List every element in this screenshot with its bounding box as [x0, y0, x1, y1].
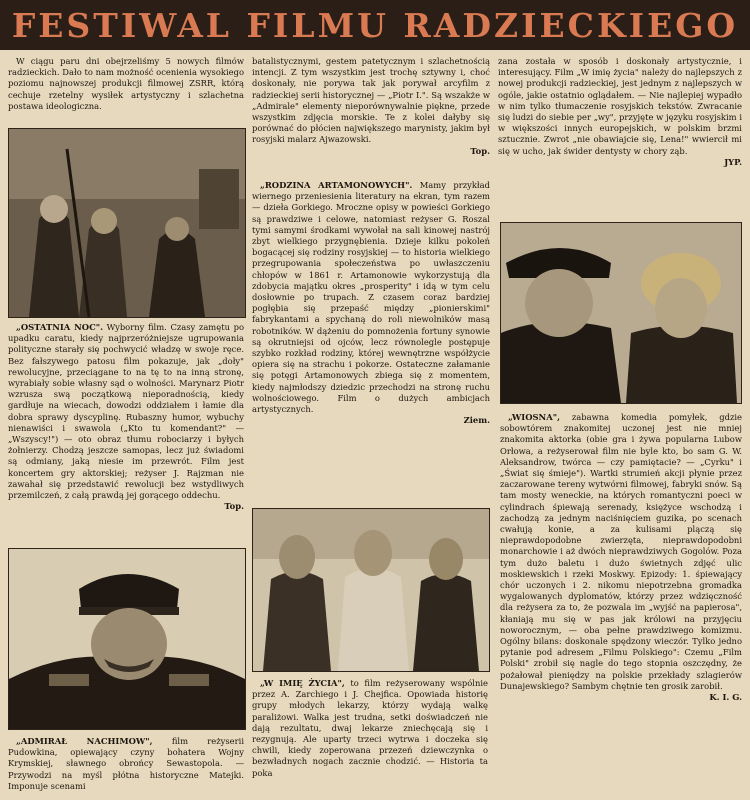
review-body-part-2: batalistycznymi, gestem patetycznym i szlachetnością intencji. Z tym wszystkim jest trochę sztywny i, choć doskonały, nie porywa tak jak porywał arcyfilm z radzieckiej serii historycznej — „Piotr I.". Są wszakże w „Admirale" elementy nieporównywalnie piękne, przede wszystkim zdjęcia morskie. Te z kolei dałyby się porównać do płócien największego marynisty, jakim był rosyjski malarz Ajwazowski. — [252, 56, 490, 145]
review-body: Wyborny film. Czasy zamętu po upadku caratu, kiedy najprzeróżniejsze ugrupowania polityczne starały się pochwycić władzę w swoje ręce. Bez fałszywego patosu film pokazuje, jak „doły" rewolucyjne, przeciągane to na tę to na inną stronę, wyrabiały sobie własny sąd o wolności. Marynarz Piotr wzrusza swą początkową nieporadnością, kiedy gardłuje na wiecach, dowodzi oddziałem i łamie dla dobra sprawy dyscyplinę. Rubaszny humor, wybuchy nienawiści i swawola („Kto tu komendant?" — „Wszyscy!") — oto obraz tłumu robociarzy i byłych żołnierzy. Chodzą jeszcze samopas, lecz już świadomi są odmiany, jaką niesie im przewrót. Film jest koncertem gry aktorskiej; reżyser J. Rajzman nie zawahał się przedstawić rewolucji bez wstydliwych przemilczeń, z całą prawdą jej gorącego oddechu. — [8, 322, 244, 501]
review-w-imie-zycia-continued — [498, 56, 742, 222]
intro-text-block — [8, 56, 244, 124]
review-w-imie-zycia-start — [252, 678, 488, 796]
photo-wiosna — [500, 222, 742, 404]
review-body-part-1: film reżyserii Pudowkina, opiewający czyny bohatera Wojny Krymskiej, sławnego obrońcy Sewastopola. — Przywodzi na myśl płótna historyczne Matejki. Imponuje scenami — [8, 736, 244, 791]
review-signature: Top. — [224, 501, 244, 512]
review-wiosna — [500, 412, 742, 796]
review-rodzina-artamonowych — [252, 180, 490, 502]
header-banner — [0, 0, 750, 50]
intro-paragraph: W ciągu paru dni obejrzeliśmy 5 nowych filmów radzieckich. Dało to nam możność ocenienia wysokiego poziomu najnowszej produkcji filmowej ZSRR, którą cechuje rzetelny wysiłek artystyczny i szlachetna postawa ideologiczna. — [8, 56, 244, 111]
review-body: Mamy przykład wiernego przeniesienia literatury na ekran, tym razem — dzieła Gorkiego. Mroczne opisy w powieści Gorkiego są prawdziwe i celowe, natomiast reżyser G. Roszal tymi samymi środkami wywołał na sali kinowej nastrój zbyt wielkiego przygnębienia. Dzieje kilku pokoleń bogacącej się rodziny rosyjskiej — to historia wielkiego przegrupowania społeczeństwa po uwłaszczeniu chłopów w 1861 r. Artamonowie wykorzystują dla zdobycia majątku okres „prosperity" i idą w tym celu dosłownie po trupach. Z czasem coraz bardziej pogłębia się przepaść między „pionierskimi" fabrykantami a spychaną do roli niewolników masą robotników. W dążeniu do pomnożenia fortuny synowie są okrutniejsi od ojców, lecz równolegle postępuje szybko rozkład rodziny, której wewnętrzne współżycie opiera się na strachu i pokorze. Ostateczne załamanie się potęgi Artamonowych zbiega się z momentem, kiedy najmłodszy dziedzic przechodzi na stronę ruchu wolnościowego. Film o dużych ambicjach artystycznych. — [252, 180, 490, 415]
review-signature: JYP. — [724, 156, 742, 167]
review-admiral-continued — [252, 56, 490, 166]
photo-ostatnia-noc — [8, 128, 246, 318]
review-signature: Top. — [470, 145, 490, 156]
review-ostatnia-noc — [8, 322, 244, 540]
photo-w-imie-zycia — [252, 508, 490, 672]
page-title: FESTIWAL FILMU RADZIECKIEGO — [11, 5, 739, 45]
review-heading: „WIOSNA", — [508, 412, 560, 422]
review-heading: „OSTATNIA NOC". — [16, 322, 104, 332]
review-body: zabawna komedia pomyłek, gdzie sobowtórem znakomitej uczonej jest nie mniej znakomita aktorka (obie gra i żywa popularna Lubow Orłowa, a reżyserował film nie byle kto, bo sam G. W. Aleksandrow, twórca — czy pamiętacie? — „Cyrku" i „Świat się śmieje"). Wartki strumień akcji płynie przez zaczarowane tereny wytwórni filmowej, fabryki snów. Są tam mosty weneckie, na których romantyczni poeci w cylindrach śpiewają serenady, księżyce wschodzą i zachodzą za jednym naciśnięciem guzika, po scenach cwałują konie, a za kulisami plączą się nieprawdopodobne zwierzęta, nieprawdopodobni monarchowie i aż dwóch nieprawdziwych Gogolów. Poza tym dużo baletu i dużo świetnych zdjęć ulic moskiewskich i rzeki Moskwy. Epizody: 1. śpiewający chór uczonych i 2. nikomu niepotrzebna gromadka wygalowanych dyplomatów, którzy przez wdzięczność dla reżysera za to, że pozwala im „wyjść na papierosa", kłaniają mu się w pas jak królowi na przyjęciu noworocznym, — oba pełne prawdziwego komizmu. Ogólny bilans: doskonale spędzony wieczór. Tylko jedno pytanie pod adresem „Filmu Polskiego": Czemu „Film Polski" zrobił się nagle do tego stopnia oszczędny, że pożałował pieniędzy na polskie przekłady szlagierów Dunajewskiego? Sambym chętnie ten grosik zarobił. — [500, 412, 742, 691]
photo-admiral-nachimow — [8, 548, 246, 730]
review-body-part-1: to film reżyserowany wspólnie przez A. Zarchiego i J. Chejfica. Opowiada historię grupy młodych lekarzy, którzy wydają walkę paraliżowi. Walka jest trudna, setki doświadczeń nie dają rezultatu, dwaj lekarze zniechęcają się i rezygnują. Ale uparty trzeci wytrwa i doczeka się chwili, kiedy zoperowana przezeń dziewczynka o bezwładnych nogach zacznie chodzić. — Historia ta poka — [252, 678, 488, 778]
review-heading: „RODZINA ARTAMONOWYCH". — [260, 180, 413, 190]
review-body-part-2: zana została w sposób i doskonały artystycznie, i interesujący. Film „W imię życia" należy do najlepszych z nowej produkcji radzieckiej, jest jednym z najlepszych w ogóle, jakie ostatnio oglądałem. — Nie najlepiej wypadło w nim tylko tłumaczenie rosyjskich tekstów. Zwracanie się ludzi do siebie per „wy", przyjęte w języku rosyjskim i w większości innych europejskich, w polskim brzmi sztucznie. Zwrot „nie obawiajcie się, Lena!" wwiercił mi się w ucho, jak świder dentysty w chory ząb. — [498, 56, 742, 156]
review-heading: „W IMIĘ ŻYCIA", — [260, 678, 345, 688]
review-admiral-start — [8, 736, 244, 796]
review-signature: Ziem. — [463, 415, 490, 426]
review-signature: K. I. G. — [709, 692, 742, 703]
review-heading: „ADMIRAŁ NACHIMOW", — [16, 736, 153, 746]
